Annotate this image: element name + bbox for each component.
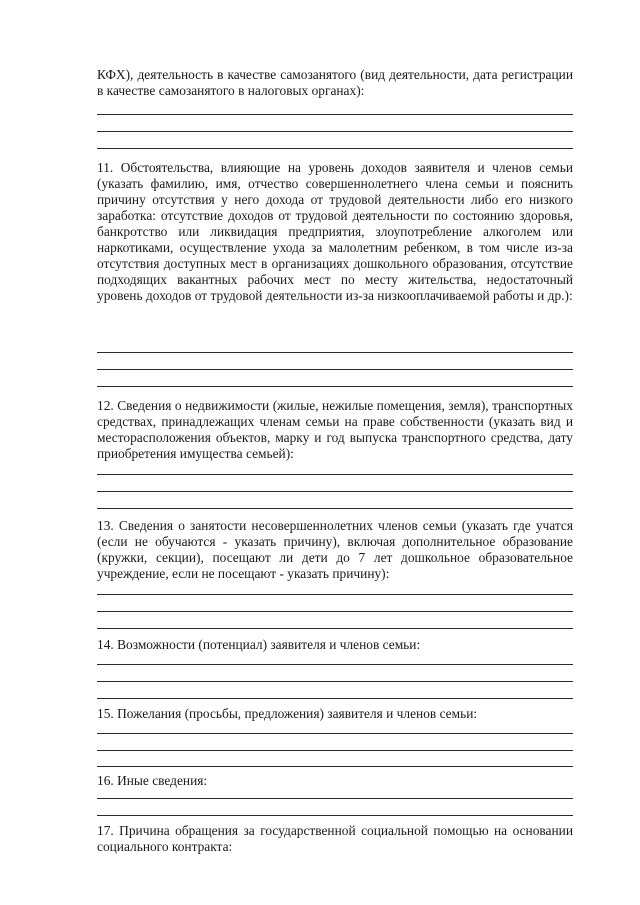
fill-line[interactable] (97, 611, 573, 612)
fill-line[interactable] (97, 733, 573, 734)
fill-line[interactable] (97, 508, 573, 509)
fill-line[interactable] (97, 628, 573, 629)
fill-line[interactable] (97, 815, 573, 816)
fill-line[interactable] (97, 664, 573, 665)
fill-line[interactable] (97, 114, 573, 115)
fill-line[interactable] (97, 681, 573, 682)
fill-line[interactable] (97, 474, 573, 475)
section-14-text: 14. Возможности (потенциал) заявителя и членов семьи: (97, 637, 421, 652)
section-17-text: 17. Причина обращения за государственной социальной помощью на основании социального контракта: (97, 823, 573, 854)
section-15-text: 15. Пожелания (просьбы, предложения) заявителя и членов семьи: (97, 706, 478, 721)
fill-line[interactable] (97, 594, 573, 595)
fill-line[interactable] (97, 798, 573, 799)
section-10-tail-text: КФХ), деятельность в качестве самозанятого (вид деятельности, дата регистрации в качестве самозанятого в налоговых органах): (97, 67, 573, 98)
fill-line[interactable] (97, 131, 573, 132)
fill-line[interactable] (97, 750, 573, 751)
fill-line[interactable] (97, 148, 573, 149)
fill-line[interactable] (97, 352, 573, 353)
section-13-text: 13. Сведения о занятости несовершеннолетних членов семьи (указать где учатся (если не обучаются - указать причину), включая дополнительное образование (кружки, секции), посещают ли дети до 7 лет дошкольное образовательное учреждение, если не посещают - указать причину): (97, 518, 573, 581)
section-11-text: 11. Обстоятельства, влияющие на уровень доходов заявителя и членов семьи (указать фамилию, имя, отчество совершеннолетнего члена семьи и пояснить причину отсутствия у него дохода от трудовой деятельности либо его низкого заработка: отсутствие доходов от трудовой деятельности по состоянию здоровья, банкротство или ликвидация предприятия, злоупотребление алкоголем или наркотиками, осуществление ухода за малолетним ребенком, в том числе из-за отсутствия доступных мест в организациях дошкольного образования, отсутствие подходящих вакантных рабочих мест по месту жительства, недостаточный уровень доходов от трудовой деятельности из-за низкооплачиваемой работы и др.): (97, 160, 573, 303)
fill-line[interactable] (97, 369, 573, 370)
fill-line[interactable] (97, 766, 573, 767)
fill-line[interactable] (97, 386, 573, 387)
fill-line[interactable] (97, 491, 573, 492)
section-12-text: 12. Сведения о недвижимости (жилые, нежилые помещения, земля), транспортных средствах, принадлежащих членам семьи на праве собственности (указать вид и месторасположения объектов, марку и год выпуска транспортного средства, дату приобретения имущества семьей): (97, 398, 573, 461)
section-16-text: 16. Иные сведения: (97, 773, 208, 788)
fill-line[interactable] (97, 698, 573, 699)
